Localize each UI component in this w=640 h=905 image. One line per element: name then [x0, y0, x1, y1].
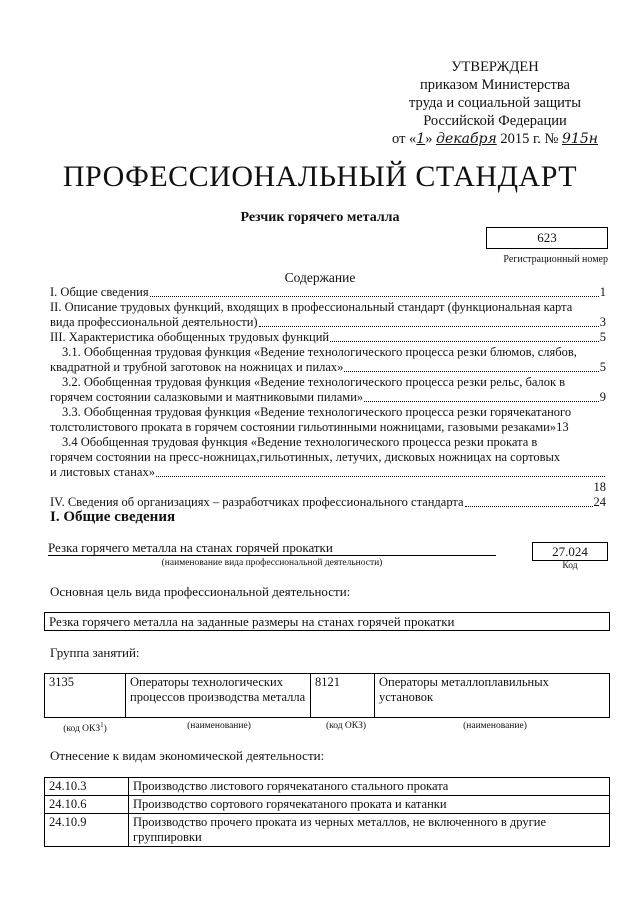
- toc-entry-text: I. Общие сведения: [50, 285, 149, 299]
- okz-name-cell: Операторы технологических процессов производства металла: [126, 674, 311, 718]
- okved-code-cell: 24.10.9: [45, 814, 129, 847]
- activity-name: Резка горячего металла на станах горячей прокатки: [48, 540, 496, 556]
- approval-line-2: труда и социальной защиты: [409, 95, 581, 111]
- toc-page: 13: [556, 420, 569, 434]
- toc-page: 24: [593, 495, 606, 509]
- toc-page: 3: [599, 315, 606, 329]
- toc-entry-text: 3.4 Обобщенная трудовая функция «Ведение технологического процесса резки проката в: [62, 435, 538, 449]
- caption-text: (код ОКЗ: [63, 724, 101, 735]
- okz-code-cell: 3135: [45, 674, 126, 718]
- toc-leader: [330, 341, 599, 342]
- okved-name-cell: Производство прочего проката из черных металлов, не включенного в другие группировки: [129, 814, 610, 847]
- toc-page: 5: [599, 360, 606, 374]
- toc-entry-text: и листовых станах»: [50, 465, 155, 479]
- date-prefix: от «: [392, 131, 417, 147]
- toc-leader: [344, 371, 598, 372]
- approval-date: [392, 130, 598, 148]
- name-caption: (наименование): [463, 721, 527, 731]
- toc-entry-text: III. Характеристика обобщенных трудовых функций: [50, 330, 330, 344]
- okz-code-cell: 8121: [311, 674, 375, 718]
- group-label: Группа занятий:: [50, 645, 140, 660]
- toc-entry-text: квадратной и трубной заготовок на ножницах и пилах»: [50, 360, 344, 374]
- activity-caption: (наименование вида профессиональной деятельности): [161, 558, 383, 568]
- handwritten-number: 915н: [562, 131, 598, 147]
- toc-entry-text: горячем состоянии на пресс-ножницах,гильотинных, летучих, дисковых ножницах на сортовых: [50, 450, 561, 464]
- toc-leader: [259, 326, 599, 327]
- handwritten-day: 1: [416, 131, 426, 147]
- okved-code-cell: 24.10.3: [45, 778, 129, 796]
- page-title: ПРОФЕССИОНАЛЬНЫЙ СТАНДАРТ: [62, 160, 578, 193]
- occupation-group-table: [44, 673, 610, 718]
- approval-block: [380, 58, 610, 148]
- okz-code-caption: (код ОКЗ): [325, 721, 367, 731]
- toc-entry-text: 3.3. Обобщенная трудовая функция «Ведение технологического процесса резки горячекатаного: [62, 405, 572, 419]
- okved-label: Отнесение к видам экономической деятельности:: [50, 748, 325, 763]
- toc-leader: [150, 296, 599, 297]
- okz-name-cell: Операторы металлоплавильных установок: [375, 674, 610, 718]
- toc-page: 9: [599, 390, 606, 404]
- toc-leader: [465, 506, 593, 507]
- toc-entry-text: горячем состоянии салазковыми и маятниковыми пилами»: [50, 390, 364, 404]
- table-row: [45, 674, 610, 718]
- toc-page: 1: [599, 285, 606, 299]
- toc-leader: [364, 401, 599, 402]
- toc-entry-text: II. Описание трудовых функций, входящих в профессиональный стандарт (функциональная карта: [50, 300, 573, 314]
- toc-entry[interactable]: [50, 495, 606, 510]
- activity-code: 27.024: [532, 542, 608, 561]
- standard-name: Резчик горячего металла: [240, 210, 400, 225]
- toc-entry[interactable]: [50, 405, 606, 435]
- toc-page: 18: [593, 480, 606, 494]
- handwritten-month: декабря: [436, 131, 497, 147]
- toc-heading: Содержание: [284, 270, 356, 285]
- table-row: [45, 796, 610, 814]
- toc-entry-text: вида профессиональной деятельности): [50, 315, 258, 329]
- date-year: 2015 г. №: [496, 131, 559, 147]
- okved-name-cell: Производство сортового горячекатаного проката и катанки: [129, 796, 610, 814]
- toc-entry-text: толстолистового проката в горячем состоянии гильотинными ножницами, газовыми резаками»: [50, 420, 557, 434]
- approval-line-3: Российской Федерации: [423, 113, 567, 129]
- toc-page: 5: [599, 330, 606, 344]
- section-heading: I. Общие сведения: [50, 509, 176, 525]
- goal-label: Основная цель вида профессиональной деятельности:: [50, 584, 351, 599]
- toc-entry[interactable]: [50, 300, 606, 330]
- okved-name-cell: Производство листового горячекатаного стального проката: [129, 778, 610, 796]
- table-of-contents: [50, 285, 606, 510]
- okved-table: [44, 777, 610, 847]
- approval-heading: УТВЕРЖДЕН: [451, 59, 539, 75]
- approval-line-1: приказом Министерства: [420, 77, 570, 93]
- caption-text: ): [103, 724, 107, 735]
- table-row: [45, 814, 610, 847]
- toc-entry[interactable]: [50, 375, 606, 405]
- registration-number: 623: [486, 227, 608, 249]
- toc-entry[interactable]: [50, 345, 606, 375]
- footnote-mark: 1: [100, 721, 104, 729]
- toc-entry-text: 3.2. Обобщенная трудовая функция «Ведение технологического процесса резки рельс, балок в: [62, 375, 566, 389]
- toc-leader: [156, 476, 605, 477]
- goal-box: Резка горячего металла на заданные размеры на станах горячей прокатки: [44, 612, 610, 631]
- toc-entry-text: 3.1. Обобщенная трудовая функция «Ведение технологического процесса резки блюмов, слябов,: [62, 345, 577, 359]
- toc-entry[interactable]: [50, 330, 606, 345]
- registration-label: Регистрационный номер: [503, 254, 608, 265]
- code-caption: Код: [562, 561, 578, 571]
- toc-entry-text: IV. Сведения об организациях – разработчиках профессионального стандарта: [50, 495, 464, 509]
- date-mid: »: [425, 131, 437, 147]
- toc-entry[interactable]: [50, 435, 606, 495]
- toc-entry[interactable]: [50, 285, 606, 300]
- table-row: [45, 778, 610, 796]
- name-caption: (наименование): [187, 721, 251, 731]
- okved-code-cell: 24.10.6: [45, 796, 129, 814]
- okz-code-caption: [44, 721, 126, 734]
